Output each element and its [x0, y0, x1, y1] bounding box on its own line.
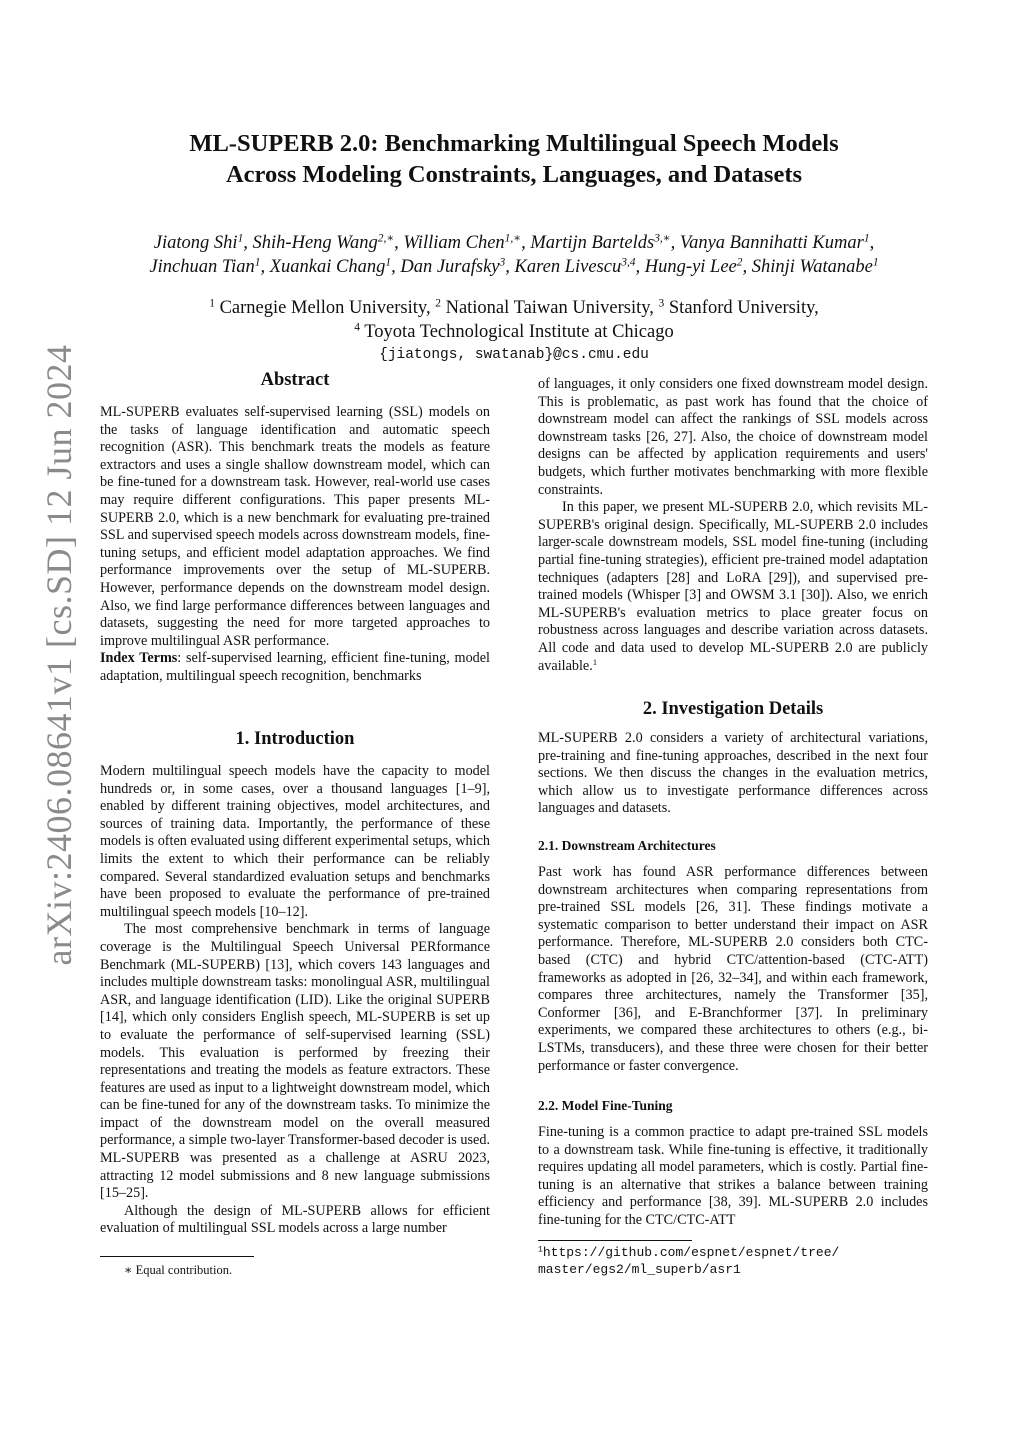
- affiliation-line-1: $^1$ Carnegie Mellon University, $^2$ National Taiwan University, $^3$ Stanford University,: [209, 297, 819, 318]
- author: Jiatong Shi: [153, 233, 238, 253]
- author: Karen Livescu: [514, 257, 622, 277]
- author: Martijn Bartelds: [530, 233, 655, 253]
- intro-body: [100, 763, 490, 1238]
- author-line-1: Jiatong Shi$^1$, Shih-Heng Wang$^{2,∗}$, William Chen$^{1,∗}$, Martijn Bartelds$^{3,∗}$, Vanya Bannihatti Kumar$^1$,: [153, 232, 875, 253]
- author: Xuankai Chang: [269, 257, 386, 277]
- section-2-body: [538, 730, 928, 818]
- title-line-2: Across Modeling Constraints, Languages, and Datasets: [225, 161, 803, 188]
- author: William Chen: [403, 233, 505, 253]
- author: Vanya Bannihatti Kumar: [679, 233, 864, 253]
- section-1-heading: 1. Introduction: [235, 729, 355, 749]
- section-2-text: ML-SUPERB 2.0 considers a variety of architectural variations, pre-training and fine-tuning approaches, described in the next four sections. We then discuss the changes in the evaluation metrics, which allow us to investigate performance differences across languages and datasets.: [538, 730, 928, 817]
- footnote-equal-contribution: ∗ Equal contribution.: [124, 1263, 233, 1277]
- subsection-2-1-heading: 2.1. Downstream Architectures: [538, 838, 716, 853]
- contact-email: {jiatongs, swatanab}@cs.cmu.edu: [379, 347, 649, 363]
- abstract-text: ML-SUPERB evaluates self-supervised learning (SSL) models on the tasks of language identification and automatic speech recognition (ASR). This benchmark treats the models as feature extractors and uses a single shallow downstream model, which can be fine-tuned for a downstream task. However, real-world use cases may require different configurations. This paper presents ML-SUPERB 2.0, which is a new benchmark for evaluating pre-trained SSL and supervised speech models across downstream models, fine-tuning setups, and efficient model adaptation approaches. We find performance improvements over the setup of ML-SUPERB. However, performance depends on the downstream model design. Also, we find large performance differences between languages and datasets, suggesting the need for more targeted approaches to improve multilingual ASR performance.: [100, 404, 490, 649]
- subsection-2-1-text: Past work has found ASR performance differences between downstream architectures when comparing representations from pre-trained SSL models [26, 31]. These findings motivate a systematic comparison to better understand their impact on ASR performance. Therefore, ML-SUPERB 2.0 considers both CTC-based (CTC) and hybrid CTC/attention-based (CTC-ATT) frameworks as adopted in [26, 32–34], and within each framework, compares three architectures, namely the Transformer [35], Conformer [36], and E-Branchformer [37]. In preliminary experiments, we compared these architectures to others (e.g., bi-LSTMs, transducers), and these three were chosen for their better performance or faster convergence.: [538, 864, 928, 1074]
- title-line-1: ML-SUPERB 2.0: Benchmarking Multilingual Speech Models: [189, 130, 839, 157]
- subsection-2-2-body: [538, 1124, 928, 1230]
- author: Dan Jurafsky: [400, 257, 500, 277]
- footnote-url: $^1$https://github.com/espnet/espnet/tree/ master/egs2/ml_superb/asr1: [538, 1245, 938, 1278]
- abstract-body: [100, 404, 490, 686]
- affiliation-line-2: $^4$ Toyota Technological Institute at Chicago: [354, 321, 674, 342]
- subsection-2-2-text: Fine-tuning is a common practice to adapt pre-trained SSL models to a downstream task. While fine-tuning is effective, it traditionally requires updating all model parameters, which is costly. Partial fine-tuning is an alternative that strikes a balance between training efficiency and performance [38, 39]. ML-SUPERB 2.0 includes fine-tuning for the CTC/CTC-ATT: [538, 1124, 928, 1228]
- intro-paragraph-1: Modern multilingual speech models have the capacity to model hundreds or, in some cases, over a thousand languages [1–9], enabled by different training objectives, model architectures, and sources of training data. Importantly, the performance of these models is often evaluated using different experimental setups, which limits the extent to which their performance can be reliably compared. Several standardized evaluation setups and benchmarks have been proposed to evaluate the performance of pre-trained multilingual speech models [10–12].: [100, 763, 490, 920]
- right-paragraph-2: In this paper, we present ML-SUPERB 2.0, which revisits ML-SUPERB's original design. Specifically, ML-SUPERB 2.0 includes larger-scale downstream models, SSL model fine-tuning (including partial fine-tuning strategies), efficient pre-trained model adaptation techniques (adapters [28] and LoRA [29]), and supervised pre-trained models (Whisper [3] and OWSM 3.1 [30]). Also, we enrich ML-SUPERB's evaluation metrics to place greater focus on robustness across languages and describe variation across datasets. All code and data used to develop ML-SUPERB 2.0 are publicly available.$^1$: [538, 499, 928, 674]
- footnote-rule-right: [538, 1240, 692, 1241]
- author: Jinchuan Tian: [149, 257, 255, 277]
- index-terms: Index Terms: self-supervised learning, efficient fine-tuning, model adaptation, multilingual speech recognition, benchmarks: [100, 650, 490, 684]
- footnote-link[interactable]: https://github.com/espnet/espnet/tree/: [542, 1245, 840, 1260]
- author-line-2: Jinchuan Tian$^1$, Xuankai Chang$^1$, Dan Jurafsky$^3$, Karen Livescu$^{3,4}$, Hung-yi Lee$^2$, Shinji Watanabe$^1$: [149, 256, 879, 277]
- abstract-heading: Abstract: [260, 370, 330, 390]
- footnote-link-continued[interactable]: master/egs2/ml_superb/asr1: [538, 1261, 741, 1277]
- intro-paragraph-3: Although the design of ML-SUPERB allows for efficient evaluation of multilingual SSL models across a large number: [100, 1202, 490, 1237]
- author: Shinji Watanabe: [751, 257, 873, 277]
- paper-title: [100, 128, 928, 190]
- author: Shih-Heng Wang: [252, 233, 378, 253]
- affiliations: [100, 296, 928, 344]
- right-column-body: [538, 376, 928, 675]
- author: Hung-yi Lee: [644, 257, 737, 277]
- author-list: [80, 231, 948, 279]
- footnote-rule-left: [100, 1256, 254, 1257]
- section-2-heading: 2. Investigation Details: [642, 699, 824, 719]
- subsection-2-1-body: [538, 864, 928, 1075]
- arxiv-stamp: arXiv:2406.08641v1 [cs.SD] 12 Jun 2024: [39, 344, 79, 966]
- right-paragraph-1: of languages, it only considers one fixed downstream model design. This is problematic, as past work has found that the choice of downstream model can affect the rankings of SSL models across downstream tasks [26, 27]. Also, the choice of downstream model designs can be affected by application requirements and users' budgets, which further motivates benchmarking with more flexible constraints.: [538, 376, 928, 498]
- intro-paragraph-2: The most comprehensive benchmark in terms of language coverage is the Multilingual Speech Universal PERformance Benchmark (ML-SUPERB) [13], which covers 143 languages and includes multiple downstream tasks: monolingual ASR, multilingual ASR, and language identification (LID). Like the original SUPERB [14], which only considers English speech, ML-SUPERB is set up to evaluate the performance of self-supervised learning (SSL) models. This evaluation is performed by freezing their representations and treating the models as feature extractors. These features are used as input to a lightweight downstream model, which can be fine-tuned for any of the downstream tasks. To minimize the impact of the downstream model on the overall measured performance, a simple two-layer Transformer-based decoder is used. ML-SUPERB was presented as a challenge at ASRU 2023, attracting 12 model submissions and 8 new language submissions [15–25].: [100, 921, 490, 1202]
- subsection-2-2-heading: 2.2. Model Fine-Tuning: [538, 1098, 673, 1113]
